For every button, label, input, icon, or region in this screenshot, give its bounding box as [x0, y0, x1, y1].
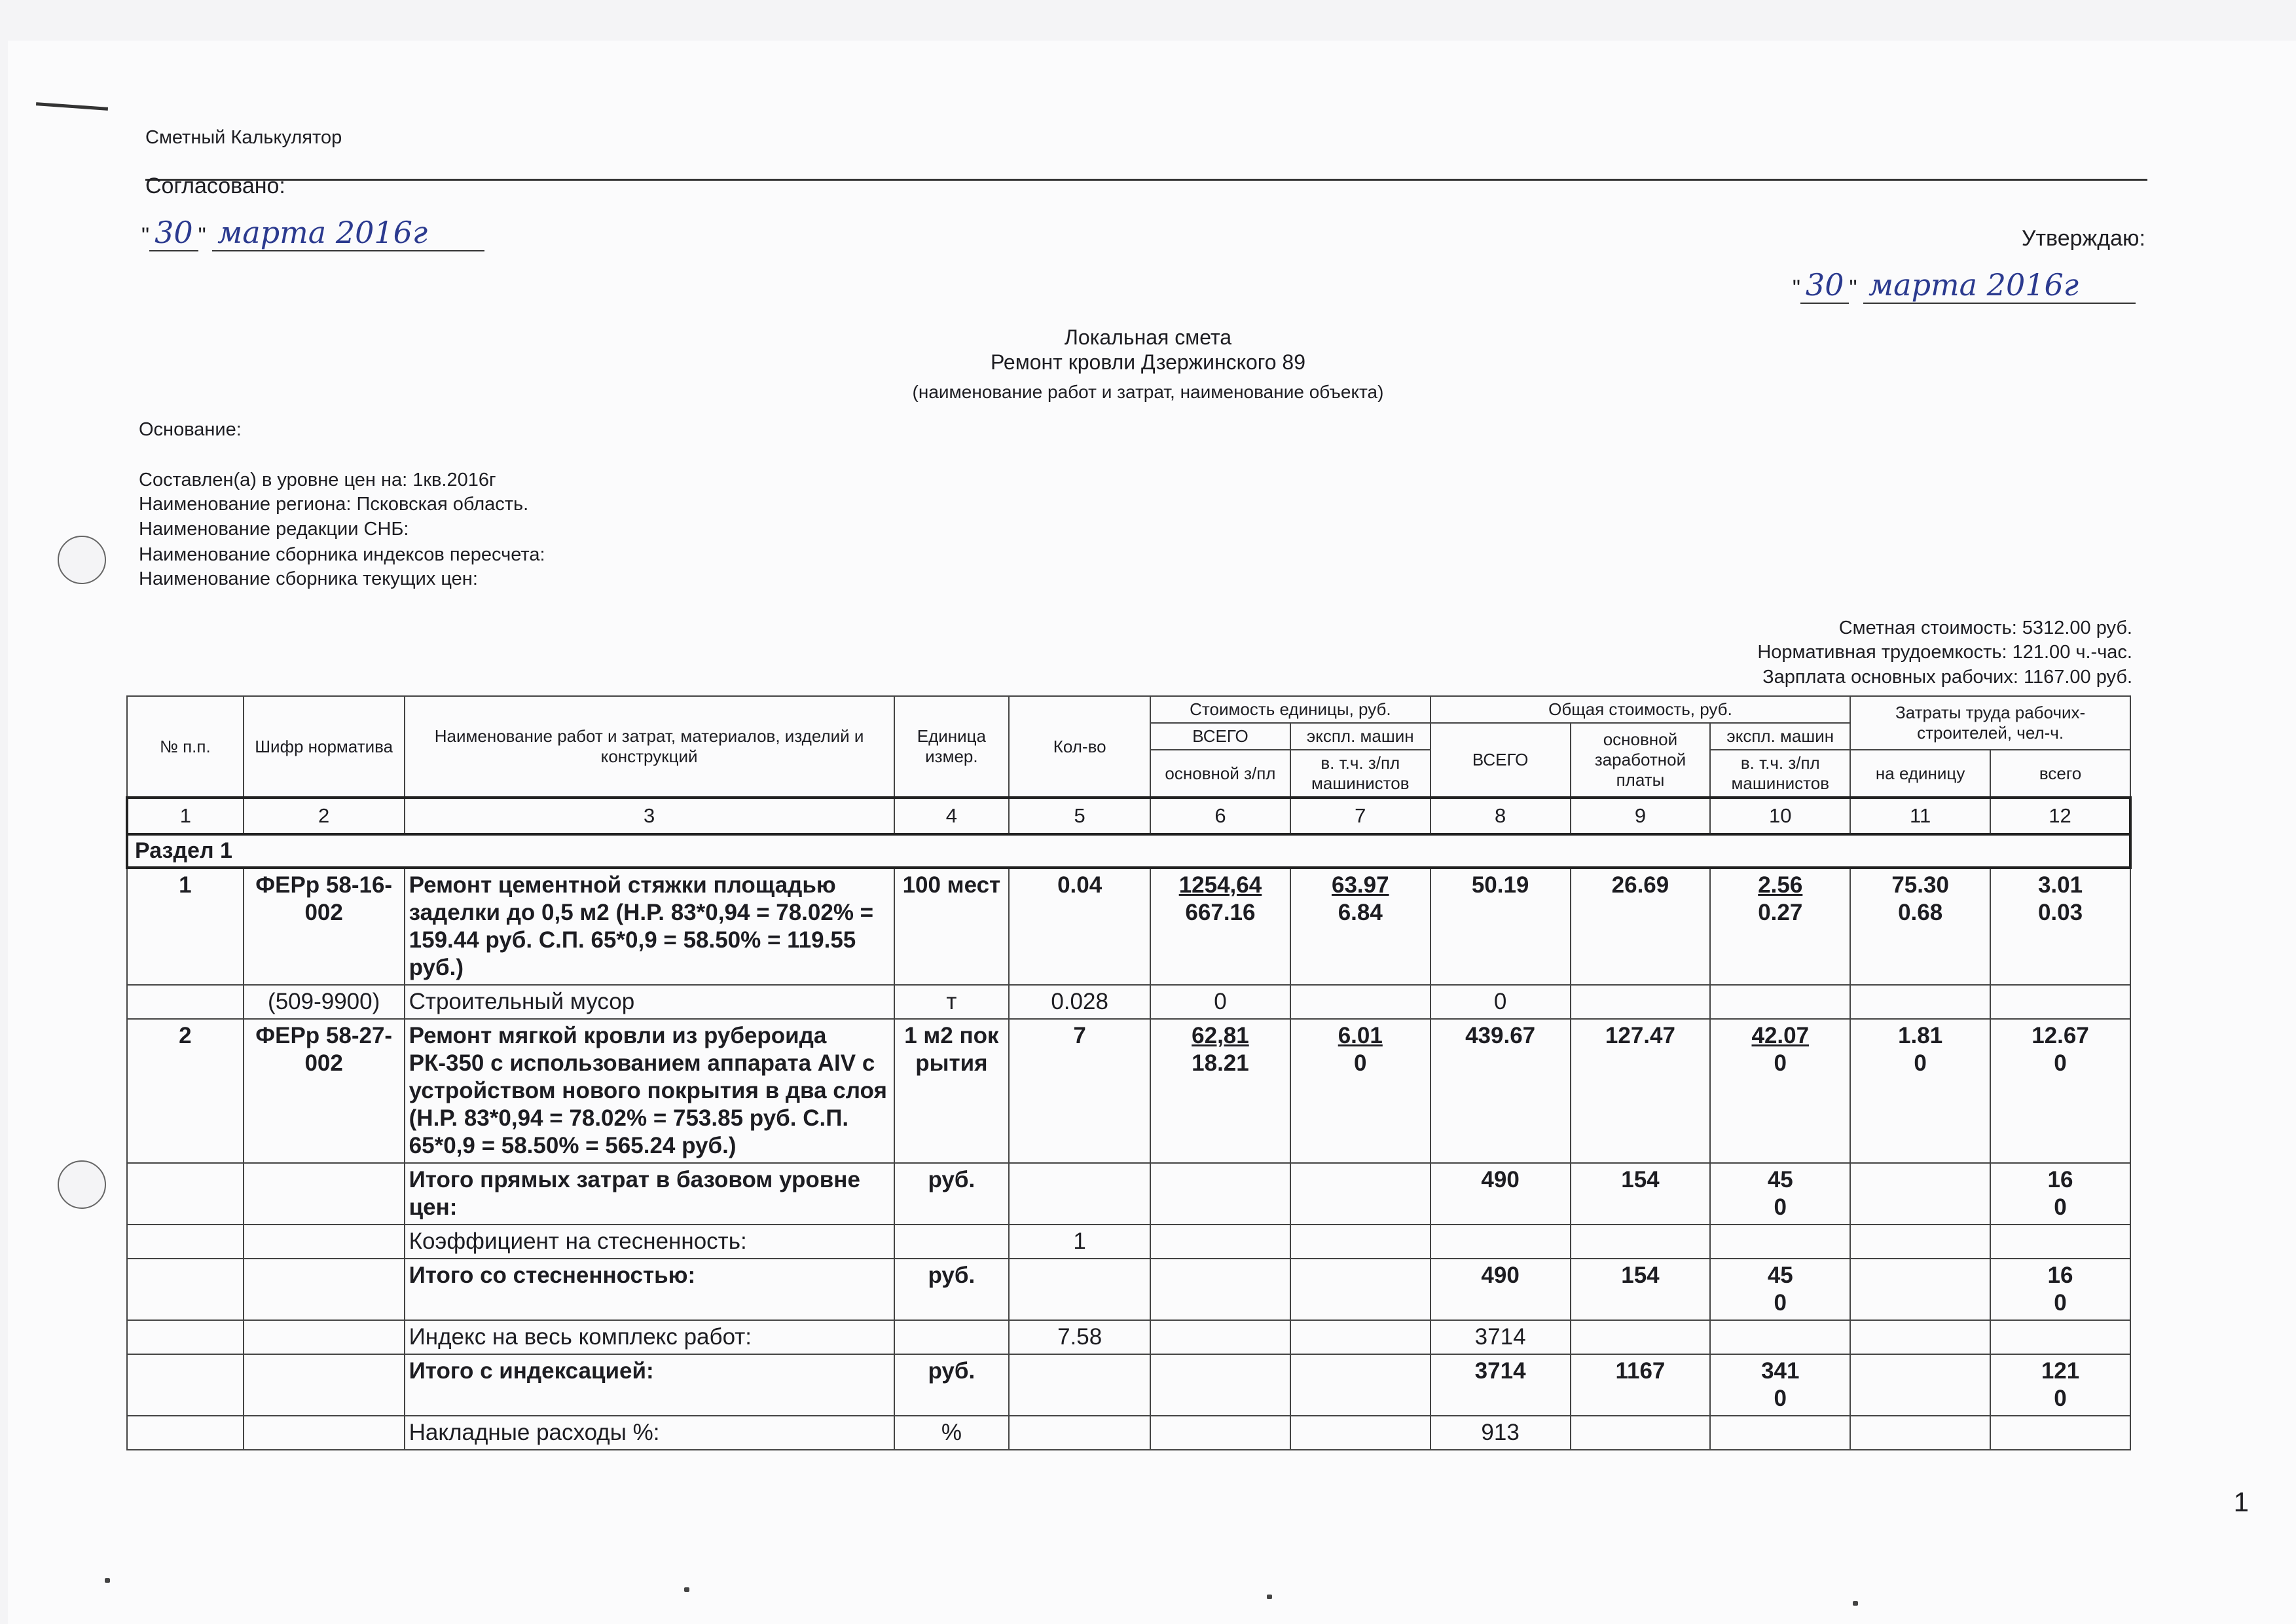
- col-unit: Единица измер.: [894, 696, 1010, 798]
- row-labor-all: [1990, 985, 2130, 1019]
- quote: ": [1792, 276, 1800, 301]
- column-numbers-row: [127, 798, 2130, 834]
- row-qty: 0.028: [1009, 985, 1150, 1019]
- col-qty: Кол-во: [1009, 696, 1150, 798]
- quote: ": [141, 223, 150, 248]
- row-code: (509-9900): [244, 985, 405, 1019]
- totals-row: [127, 1163, 2130, 1225]
- speck: [105, 1578, 110, 1583]
- row-unit-cost: [1150, 868, 1290, 985]
- col-number: 11: [1850, 798, 1990, 834]
- approve-date: [1793, 267, 2136, 304]
- row-labor-all: [1990, 1019, 2130, 1163]
- totals-qty: 7.58: [1009, 1320, 1150, 1354]
- row-qty: 0.04: [1009, 868, 1150, 985]
- table-row: [127, 985, 2130, 1019]
- totals-row: [127, 1259, 2130, 1320]
- approve-label: Утверждаю:: [2021, 226, 2145, 251]
- col-number: 3: [405, 798, 894, 834]
- totals-row: [127, 1225, 2130, 1259]
- row-no: [127, 985, 244, 1019]
- punch-hole-bottom: [58, 1160, 106, 1209]
- totals-name: Индекс на весь комплекс работ:: [405, 1320, 894, 1354]
- unit-machinists: 6.84: [1338, 900, 1383, 925]
- row-code: ФЕРр 58-16-002: [244, 868, 405, 985]
- totals-labor: [1990, 1259, 2130, 1320]
- row-unit: 100 мест: [894, 868, 1010, 985]
- totals-total: 3714: [1430, 1354, 1571, 1416]
- price-collection: Наименование сборника текущих цен:: [139, 568, 478, 589]
- col-number: 5: [1009, 798, 1150, 834]
- col-number: 7: [1290, 798, 1430, 834]
- approved-day: 30: [155, 215, 193, 250]
- totals-row: [127, 1416, 2130, 1450]
- labor-machinists-value: 0: [2054, 1386, 2067, 1411]
- approve-month-year: марта 2016г: [1868, 267, 2079, 303]
- machines-value: 341: [1761, 1358, 1800, 1384]
- totals-name: Коэффициент на стесненность:: [405, 1225, 894, 1259]
- row-unit-cost: [1150, 1019, 1290, 1163]
- col-unit-total: ВСЕГО: [1150, 723, 1290, 750]
- col-labor-unit: на единицу: [1850, 750, 1990, 798]
- row-unit: 1 м2 покрытия: [894, 1019, 1010, 1163]
- totals-total: 913: [1430, 1416, 1571, 1450]
- machines-value: 45: [1767, 1167, 1793, 1192]
- col-number: 12: [1990, 798, 2130, 834]
- col-name: Наименование работ и затрат, материалов, изделий и конструкций: [405, 696, 894, 798]
- header-divider: [145, 179, 2147, 181]
- speck: [1267, 1595, 1272, 1599]
- row-labor-unit: [1850, 1019, 1990, 1163]
- labor-intensity: Нормативная трудоемкость: 121.00 ч.-час.: [1757, 642, 2132, 663]
- row-name: Ремонт цементной стяжки площадью заделки до 0,5 м2 (Н.Р. 83*0,94 = 78.02% = 159.44 руб. С.П. 65*0,9 = 58.50% = 119.55 руб.): [405, 868, 894, 985]
- row-machines: [1710, 985, 1850, 1019]
- section-row: [127, 834, 2130, 868]
- totals-salary: 1167: [1571, 1354, 1711, 1416]
- table-row: [127, 868, 2130, 985]
- speck: [1853, 1601, 1858, 1606]
- row-machines: [1710, 1019, 1850, 1163]
- unit-machines: 6.01: [1338, 1023, 1383, 1048]
- col-number: 1: [127, 798, 244, 834]
- totals-total: 490: [1430, 1259, 1571, 1320]
- row-no: 1: [127, 868, 244, 985]
- row-code: ФЕРр 58-27-002: [244, 1019, 405, 1163]
- totals-unit: руб.: [894, 1163, 1010, 1225]
- totals-unit: руб.: [894, 1259, 1010, 1320]
- unit-machines: 63.97: [1331, 872, 1389, 898]
- index-collection: Наименование сборника индексов пересчета:: [139, 544, 545, 565]
- totals-machines: [1710, 1259, 1850, 1320]
- col-labor: Затраты труда рабочих-строителей, чел-ч.: [1850, 696, 2130, 750]
- total-machinists: 0.27: [1758, 900, 1803, 925]
- unit-machinists: 0: [1354, 1050, 1367, 1076]
- row-labor-unit: [1850, 868, 1990, 985]
- labor-all: 3.01: [2037, 872, 2083, 898]
- row-total: 0: [1430, 985, 1571, 1019]
- col-total-total: ВСЕГО: [1430, 723, 1571, 798]
- labor-all-machinists: 0.03: [2037, 900, 2083, 925]
- region: Наименование региона: Псковская область.: [139, 494, 529, 515]
- totals-machines: [1710, 1163, 1850, 1225]
- labor-value: 121: [2041, 1358, 2080, 1384]
- totals-unit: %: [894, 1416, 1010, 1450]
- labor-unit-machinists: 0.68: [1898, 900, 1943, 925]
- app-title: Сметный Калькулятор: [145, 127, 342, 148]
- totals-row: [127, 1354, 2130, 1416]
- labor-all-machinists: 0: [2054, 1050, 2067, 1076]
- col-total-salary: основной заработной платы: [1571, 723, 1711, 798]
- col-number: 8: [1430, 798, 1571, 834]
- price-level: Составлен(а) в уровне цен на: 1кв.2016г: [139, 470, 496, 490]
- totals-total: 490: [1430, 1163, 1571, 1225]
- row-qty: 7: [1009, 1019, 1150, 1163]
- col-number: 2: [244, 798, 405, 834]
- machines-value: 45: [1767, 1263, 1793, 1288]
- row-name: Ремонт мягкой кровли из рубероида РК-350 с использованием аппарата AIV с устройством нового покрытия в два слоя (Н.Р. 83*0,94 = 78.02% = 753.85 руб. С.П. 65*0,9 = 58.50% = 565.24 руб.): [405, 1019, 894, 1163]
- col-code: Шифр норматива: [244, 696, 405, 798]
- section-title: Раздел 1: [127, 834, 2130, 868]
- punch-hole-top: [58, 536, 106, 584]
- title-caption: (наименование работ и затрат, наименование объекта): [912, 382, 1384, 402]
- totals-name: Итого со стесненностью:: [405, 1259, 894, 1320]
- worker-salary: Зарплата основных рабочих: 1167.00 руб.: [1762, 667, 2132, 688]
- col-number: 10: [1710, 798, 1850, 834]
- unit-salary: 18.21: [1192, 1050, 1249, 1076]
- approve-day: 30: [1805, 267, 1844, 303]
- table-row: [127, 1019, 2130, 1163]
- totals-row: [127, 1320, 2130, 1354]
- total-machines: 2.56: [1758, 872, 1803, 898]
- col-total-machines: экспл. машин: [1710, 723, 1850, 750]
- machinists-value: 0: [1774, 1194, 1787, 1220]
- row-unit-machines: [1290, 868, 1430, 985]
- approved-date: [141, 215, 484, 251]
- col-number: 4: [894, 798, 1010, 834]
- row-unit-machines: [1290, 985, 1430, 1019]
- unit-total: 62,81: [1192, 1023, 1249, 1048]
- labor-unit: 1.81: [1898, 1023, 1943, 1048]
- col-unit-cost: Стоимость единицы, руб.: [1150, 696, 1430, 723]
- col-unit-salary: основной з/пл: [1150, 750, 1290, 798]
- row-total: 439.67: [1430, 1019, 1571, 1163]
- approved-month-year: марта 2016г: [217, 215, 428, 250]
- row-labor-unit: [1850, 985, 1990, 1019]
- labor-unit: 75.30: [1891, 872, 1949, 898]
- quote: ": [1849, 276, 1857, 301]
- row-salary: 26.69: [1571, 868, 1711, 985]
- col-number: 6: [1150, 798, 1290, 834]
- col-no: № п.п.: [127, 696, 244, 798]
- labor-value: 16: [2047, 1167, 2073, 1192]
- object-title: Ремонт кровли Дзержинского 89: [990, 350, 1306, 374]
- labor-unit-machinists: 0: [1914, 1050, 1927, 1076]
- total-machinists: 0: [1774, 1050, 1787, 1076]
- labor-all: 12.67: [2032, 1023, 2089, 1048]
- row-unit: т: [894, 985, 1010, 1019]
- totals-salary: 154: [1571, 1259, 1711, 1320]
- totals-machines: [1710, 1354, 1850, 1416]
- row-total: 50.19: [1430, 868, 1571, 985]
- approved-label: Согласовано:: [145, 174, 285, 198]
- estimate-table: [126, 695, 2132, 1450]
- machinists-value: 0: [1774, 1290, 1787, 1316]
- totals-salary: 154: [1571, 1163, 1711, 1225]
- unit-total: 1254,64: [1178, 872, 1262, 898]
- speck: [684, 1587, 689, 1592]
- col-labor-all: всего: [1990, 750, 2130, 798]
- labor-machinists-value: 0: [2054, 1290, 2067, 1316]
- col-total-machinists: в. т.ч. з/пл машинистов: [1710, 750, 1850, 798]
- col-unit-machines: экспл. машин: [1290, 723, 1430, 750]
- row-no: 2: [127, 1019, 244, 1163]
- snb-edition: Наименование редакции СНБ:: [139, 519, 409, 540]
- row-name: Строительный мусор: [405, 985, 894, 1019]
- totals-qty: 1: [1009, 1225, 1150, 1259]
- row-salary: [1571, 985, 1711, 1019]
- unit-salary: 667.16: [1185, 900, 1256, 925]
- row-unit-machines: [1290, 1019, 1430, 1163]
- col-total-cost: Общая стоимость, руб.: [1430, 696, 1851, 723]
- estimated-cost: Сметная стоимость: 5312.00 руб.: [1838, 618, 2132, 638]
- basis-label: Основание:: [139, 419, 242, 440]
- totals-total: 3714: [1430, 1320, 1571, 1354]
- totals-labor: [1990, 1354, 2130, 1416]
- col-number: 9: [1571, 798, 1711, 834]
- totals-labor: [1990, 1163, 2130, 1225]
- quote: ": [198, 223, 206, 248]
- row-labor-all: [1990, 868, 2130, 985]
- row-unit-cost: 0: [1150, 985, 1290, 1019]
- machinists-value: 0: [1774, 1386, 1787, 1411]
- totals-name: Накладные расходы %:: [405, 1416, 894, 1450]
- row-machines: [1710, 868, 1850, 985]
- labor-value: 16: [2047, 1263, 2073, 1288]
- total-machines: 42.07: [1751, 1023, 1810, 1048]
- doc-title: Локальная смета: [1064, 325, 1232, 349]
- page-number: 1: [2233, 1486, 2249, 1517]
- labor-machinists-value: 0: [2054, 1194, 2067, 1220]
- totals-unit: руб.: [894, 1354, 1010, 1416]
- col-unit-machinists: в. т.ч. з/пл машинистов: [1290, 750, 1430, 798]
- totals-name: Итого прямых затрат в базовом уровне цен:: [405, 1163, 894, 1225]
- row-salary: 127.47: [1571, 1019, 1711, 1163]
- totals-name: Итого с индексацией:: [405, 1354, 894, 1416]
